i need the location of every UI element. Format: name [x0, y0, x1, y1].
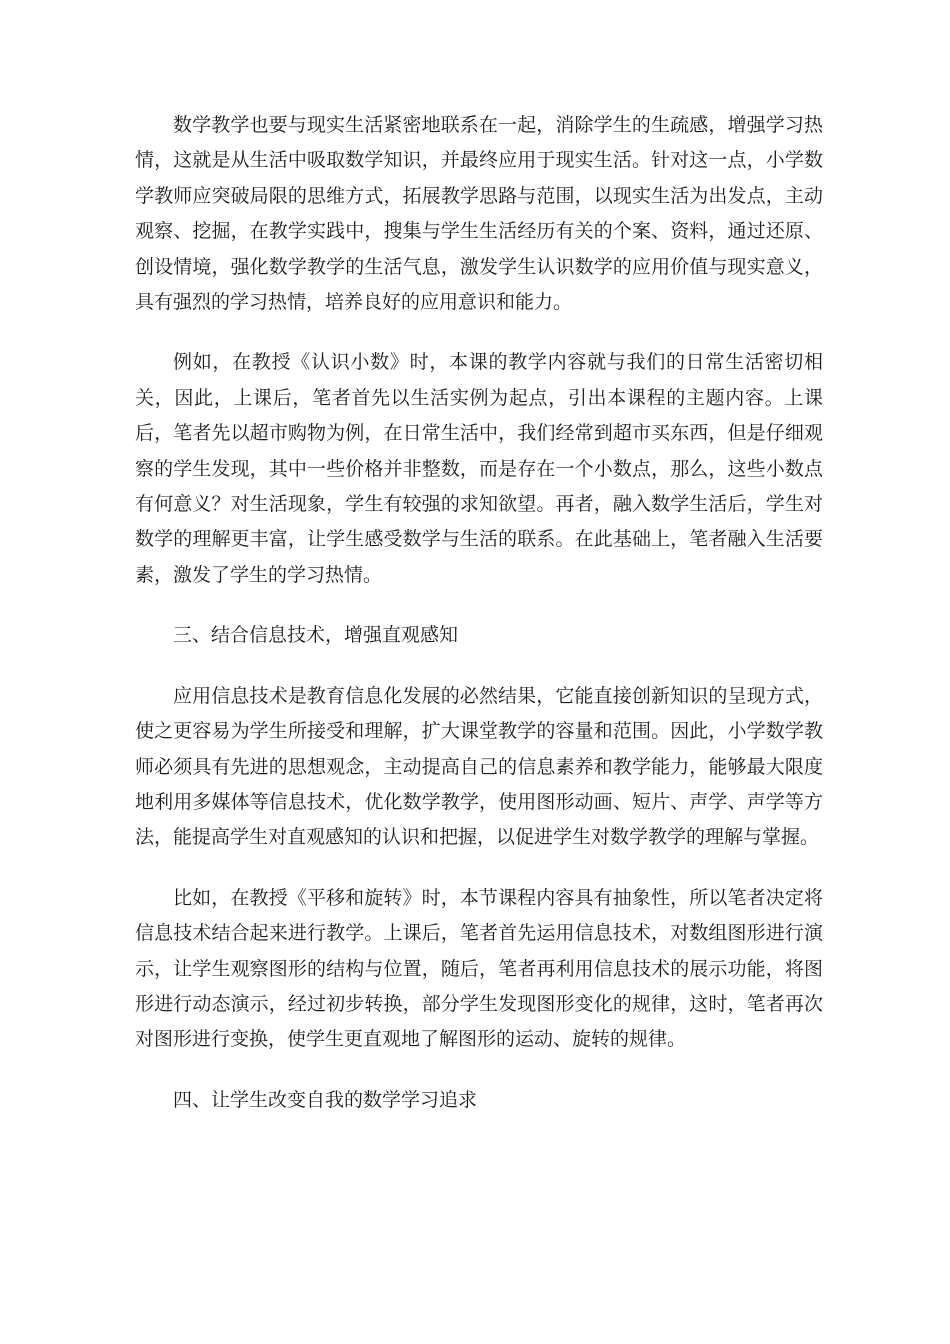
paragraph-translation-rotation-example: 比如，在教授《平移和旋转》时，本节课程内容具有抽象性，所以笔者决定将信息技术结合起来进行教学。上课后，笔者首先运用信息技术，对数组图形进行演示，让学生观察图形的结构与位置，随后，笔者再利用信息技术的展示功能，将图形进行动态演示，经过初步转换，部分学生发现图形变化的规律，这时，笔者再次对图形进行变换，使学生更直观地了解图形的运动、旋转的规律。: [135, 886, 823, 1051]
section-heading-4: 四、让学生改变自我的数学学习追求: [173, 1088, 478, 1111]
paragraph-information-technology: 应用信息技术是教育信息化发展的必然结果，它能直接创新知识的呈现方式，使之更容易为学生所接受和理解，扩大课堂教学的容量和范围。因此，小学数学教师必须具有先进的思想观念，主动提高自己的信息素养和教学能力，能够最大限度地利用多媒体等信息技术，优化数学教学，使用图形动画、短片、声学、声学等方法，能提高学生对直观感知的认识和把握，以促进学生对数学教学的理解与掌握。: [135, 684, 823, 849]
document-page: [135, 108, 823, 1143]
paragraph-life-connection: 数学教学也要与现实生活紧密地联系在一起，消除学生的生疏感，增强学习热情，这就是从生活中吸取数学知识，并最终应用于现实生活。针对这一点，小学数学教师应突破局限的思维方式，拓展教学思路与范围，以现实生活为出发点，主动观察、挖掘，在教学实践中，搜集与学生生活经历有关的个案、资料，通过还原、创设情境，强化数学教学的生活气息，激发学生认识数学的应用价值与现实意义，具有强烈的学习热情，培养良好的应用意识和能力。: [135, 114, 823, 314]
section-heading-3: 三、结合信息技术，增强直观感知: [173, 624, 459, 647]
paragraph-decimal-example: 例如，在教授《认识小数》时，本课的教学内容就与我们的日常生活密切相关，因此，上课后，笔者首先以生活实例为起点，引出本课程的主题内容。上课后，笔者先以超市购物为例，在日常生活中，我们经常到超市买东西，但是仔细观察的学生发现，其中一些价格并非整数，而是存在一个小数点，那么，这些小数点有何意义？对生活现象，学生有较强的求知欲望。再者，融入数学生活后，学生对数学的理解更丰富，让学生感受数学与生活的联系。在此基础上，笔者融入生活要素，激发了学生的学习热情。: [135, 351, 823, 586]
